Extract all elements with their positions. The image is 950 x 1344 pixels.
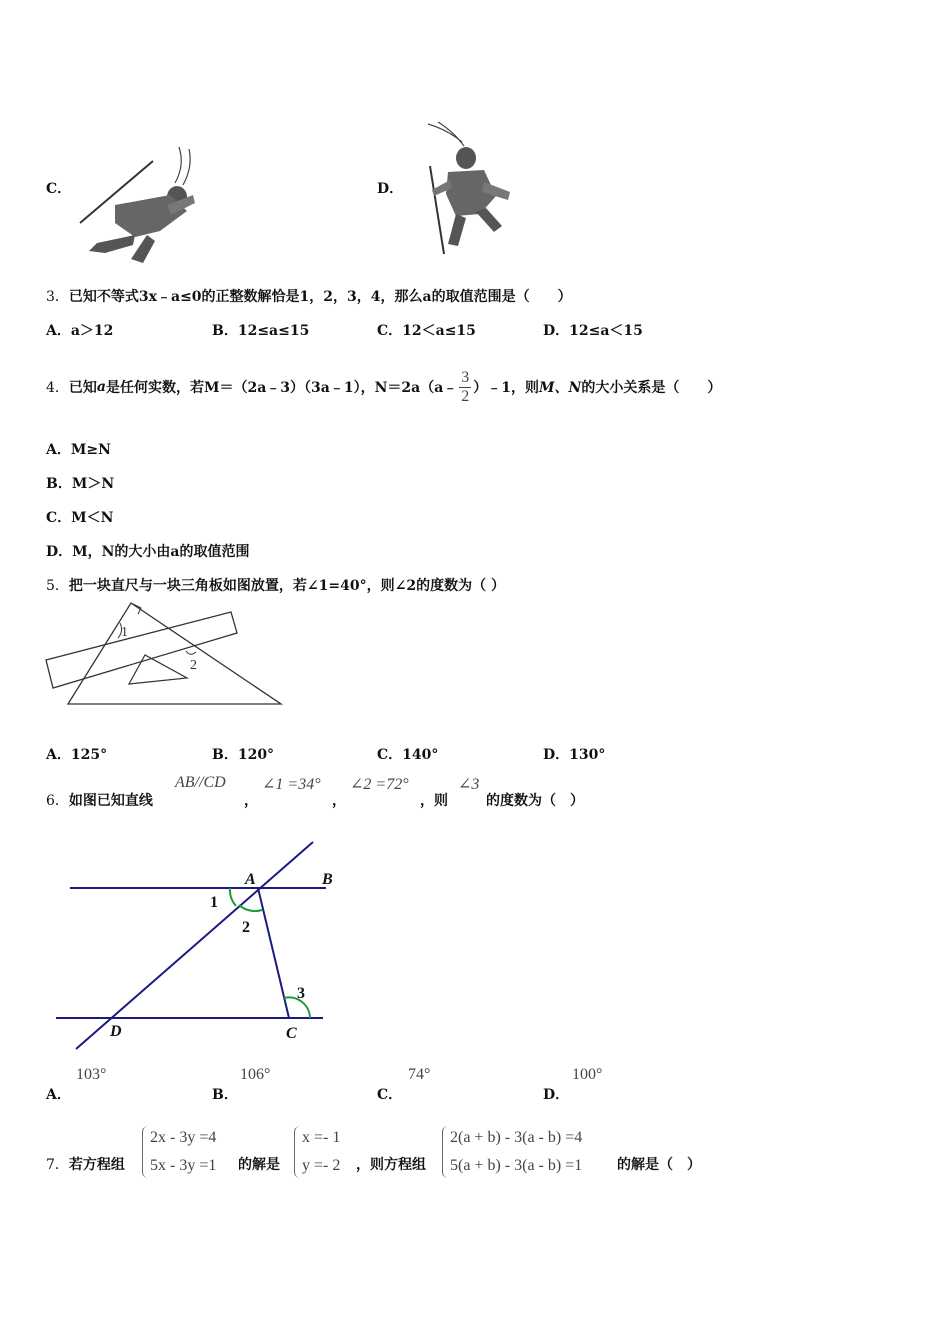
question-number: 6． <box>46 793 69 809</box>
ruler-triangle-figure <box>40 600 290 712</box>
equation-line: 2x - 3y =4 <box>150 1129 217 1146</box>
question-7 <box>46 1154 125 1174</box>
question-3 <box>46 286 572 306</box>
question-5 <box>46 575 505 595</box>
q5-option-b: B．120° <box>212 747 275 763</box>
equation-system-1 <box>142 1124 216 1180</box>
angle-3-label: 3 <box>297 985 305 1002</box>
question-number: 3． <box>46 289 69 305</box>
fraction-three-halves: $\frac{3}{2}$ <box>461 368 470 405</box>
angle-2-arc <box>239 905 262 911</box>
option-c-label: C． <box>46 181 72 197</box>
monkey-king-leaping-icon <box>75 145 205 267</box>
q4-text-a: 已知 <box>68 380 97 396</box>
q7-text-a: 若方程组 <box>68 1157 125 1173</box>
equation-system-2 <box>442 1124 582 1180</box>
q5-option-a: A．125° <box>46 747 108 763</box>
equation-line: x =- 1 <box>302 1129 341 1146</box>
equation-line: 2(a + b) - 3(a - b) =4 <box>450 1129 583 1146</box>
question-4 <box>46 362 721 412</box>
parallel-lines-figure <box>50 836 350 1054</box>
q4-mn: M、N <box>539 380 582 396</box>
question-text: 把一块直尺与一块三角板如图放置，若∠1=40°，则∠2的度数为（ ） <box>68 578 505 594</box>
monkey-king-standing-icon <box>418 120 518 260</box>
q3-option-d: D．12≤a＜15 <box>543 323 643 339</box>
q6-sep1: ， <box>244 793 258 809</box>
brace <box>442 1126 449 1178</box>
point-a-label: A <box>245 871 256 888</box>
q6-angle2: ∠2 =72° <box>350 776 409 793</box>
angle-1-label: 1 <box>210 894 218 911</box>
q6-option-a-label: A． <box>46 1087 71 1103</box>
q4-option-b: B．M＞N <box>46 476 115 492</box>
question-number: 4． <box>46 380 69 396</box>
q6-option-d-label: D． <box>543 1087 570 1103</box>
q4-text-c: ）﹣1，则 <box>473 380 540 396</box>
question-number: 5． <box>46 578 69 594</box>
q5-option-d: D．130° <box>543 747 606 763</box>
q3-option-c: C．12＜a≤15 <box>377 323 476 339</box>
point-b-label: B <box>322 871 333 888</box>
q3-option-b: B．12≤a≤15 <box>212 323 310 339</box>
q6-option-b-value: 106° <box>240 1066 271 1083</box>
angle-1-arc <box>230 888 236 906</box>
point-c-label: C <box>286 1025 297 1042</box>
q6-text-c: 的度数为（ ） <box>486 793 584 809</box>
q6-option-d-value: 100° <box>572 1066 603 1083</box>
q3-option-a: A．a＞12 <box>46 323 114 339</box>
q5-option-c: C．140° <box>377 747 439 763</box>
inner-triangle <box>129 655 187 684</box>
q7-text-c: ，则方程组 <box>356 1157 426 1173</box>
q6-text-b: ，则 <box>420 793 448 809</box>
solution-system <box>294 1124 340 1180</box>
q4-text-b: 是任何实数，若 <box>106 380 204 396</box>
q6-option-a-value: 103° <box>76 1066 107 1083</box>
question-text: 已知不等式3x﹣a≤0的正整数解恰是1，2，3，4，那么a的取值范围是（ ） <box>68 289 572 305</box>
point-d-label: D <box>110 1023 122 1040</box>
equation-line: 5(a + b) - 3(a - b) =1 <box>450 1157 583 1174</box>
q4-option-c: C．M＜N <box>46 510 114 526</box>
q4-var-a: a <box>96 379 106 395</box>
q6-text-a: 如图已知直线 <box>68 793 153 809</box>
angle-1-label: 1 <box>121 625 128 640</box>
ruler <box>46 612 237 688</box>
q7-text-d: 的解是（ ） <box>617 1157 701 1173</box>
q6-option-c-value: 74° <box>408 1066 431 1083</box>
question-number: 7． <box>46 1157 69 1173</box>
option-d-label: D． <box>377 181 404 197</box>
q4-option-d: D．M，N的大小由a的取值范围 <box>46 544 250 560</box>
question-6 <box>46 790 153 810</box>
angle-2-label: 2 <box>190 658 197 673</box>
q6-angle1: ∠1 =34° <box>262 776 321 793</box>
q4-option-a: A．M≥N <box>46 442 111 458</box>
angle-2-label: 2 <box>242 919 250 936</box>
q6-option-c-label: C． <box>377 1087 403 1103</box>
equation-line: 5x - 3y =1 <box>150 1157 217 1174</box>
q4-text-d: 的大小关系是（ ） <box>581 380 722 396</box>
brace <box>142 1126 149 1178</box>
q7-text-b: 的解是 <box>238 1157 280 1173</box>
angle-2-arc <box>186 651 196 654</box>
q4-m-definition: M＝（2a﹣3）（3a﹣1），N＝2a（a﹣ <box>204 380 458 396</box>
equation-line: y =- 2 <box>302 1157 341 1174</box>
q6-sep2: ， <box>332 793 346 809</box>
q6-parallel: AB//CD <box>175 774 226 791</box>
q6-angle3: ∠3 <box>458 776 480 793</box>
set-square <box>68 603 281 704</box>
q6-option-b-label: B． <box>212 1087 238 1103</box>
brace <box>294 1126 301 1178</box>
